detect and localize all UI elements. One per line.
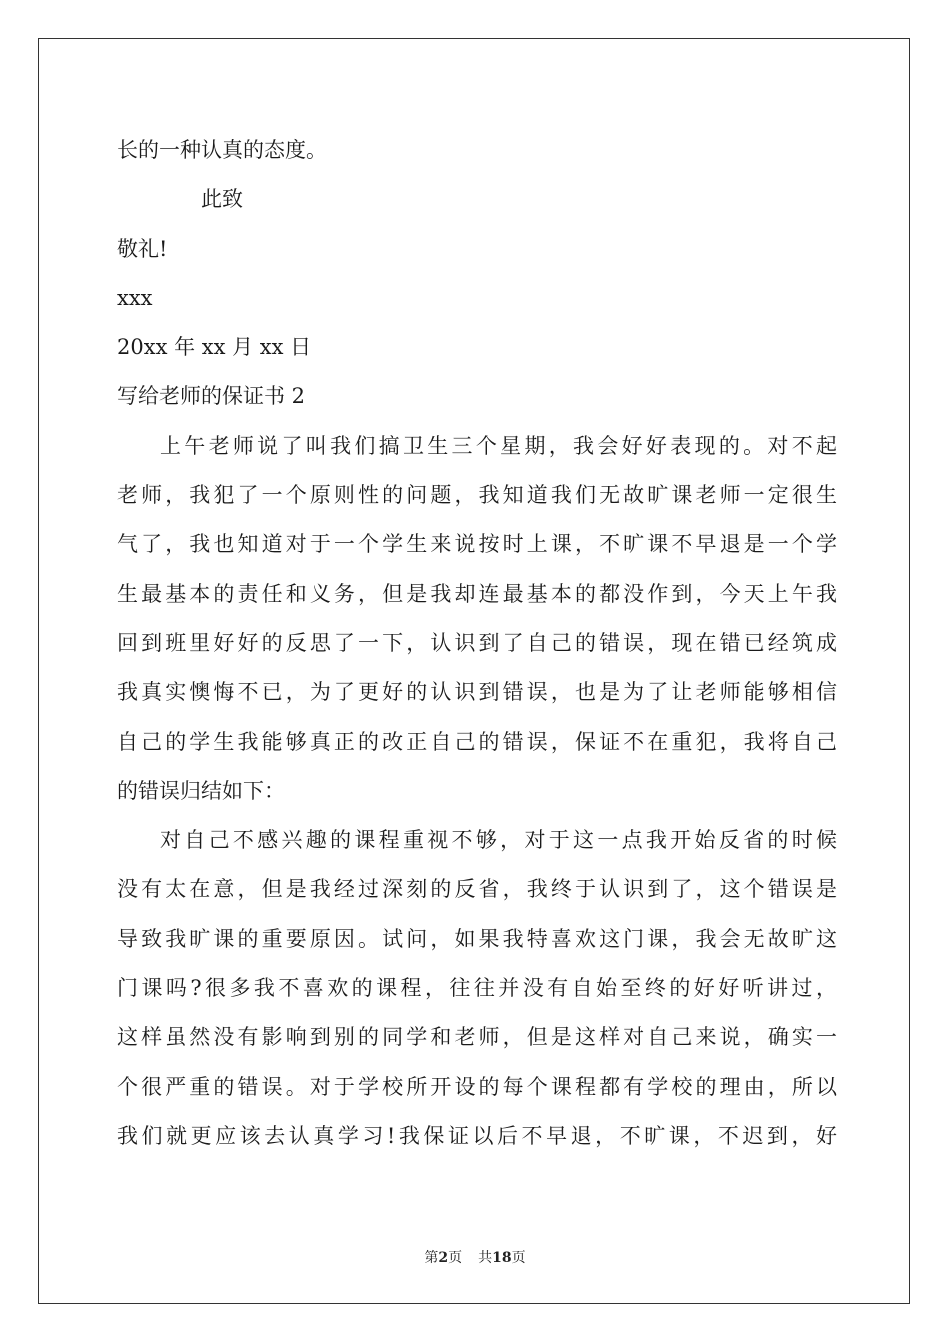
page-prefix: 第 bbox=[424, 1250, 439, 1266]
text-line: 我真实懊悔不已，为了更好的认识到错误，也是为了让老师能够相信 bbox=[117, 680, 837, 705]
text-line: 气了，我也知道对于一个学生来说按时上课，不旷课不早退是一个学 bbox=[117, 532, 837, 557]
page-footer bbox=[0, 1247, 950, 1267]
text-line: 对自己不感兴趣的课程重视不够，对于这一点我开始反省的时候 bbox=[160, 828, 837, 853]
text-line: 我们就更应该去认真学习!我保证以后不早退，不旷课，不迟到，好 bbox=[117, 1123, 837, 1148]
text-line: 导致我旷课的重要原因。试问，如果我特喜欢这门课，我会无故旷这 bbox=[117, 926, 837, 951]
text-line: 20xx 年 xx 月 xx 日 bbox=[117, 335, 312, 360]
text-line: 没有太在意，但是我经过深刻的反省，我终于认识到了，这个错误是 bbox=[117, 877, 837, 902]
text-line: xxx bbox=[117, 285, 153, 310]
text-line: 回到班里好好的反思了一下，认识到了自己的错误，现在错已经筑成 bbox=[117, 630, 837, 655]
text-line: 生最基本的责任和义务，但是我却连最基本的都没作到，今天上午我 bbox=[117, 581, 837, 606]
text-line: 此致 bbox=[201, 187, 243, 212]
text-line: 敬礼! bbox=[117, 236, 168, 261]
text-line: 老师，我犯了一个原则性的问题，我知道我们无故旷课老师一定很生 bbox=[117, 483, 837, 508]
total-prefix: 共 bbox=[478, 1250, 493, 1266]
text-line: 门课吗?很多我不喜欢的课程，往往并没有自始至终的好好听讲过， bbox=[117, 976, 837, 1001]
text-line: 长的一种认真的态度。 bbox=[117, 138, 327, 162]
text-line: 写给老师的保证书 2 bbox=[117, 384, 306, 409]
text-line: 上午老师说了叫我们搞卫生三个星期，我会好好表现的。对不起 bbox=[160, 433, 837, 458]
text-line: 个很严重的错误。对于学校所开设的每个课程都有学校的理由，所以 bbox=[117, 1074, 837, 1099]
page-suffix: 页 bbox=[448, 1250, 463, 1266]
text-line: 这样虽然没有影响到别的同学和老师，但是这样对自己来说，确实一 bbox=[117, 1025, 837, 1050]
total-pages: 18 bbox=[492, 1250, 512, 1266]
text-line: 的错误归结如下： bbox=[117, 778, 285, 803]
text-line: 自己的学生我能够真正的改正自己的错误，保证不在重犯，我将自己 bbox=[117, 729, 837, 754]
page-number: 2 bbox=[438, 1250, 449, 1266]
document-body bbox=[117, 126, 837, 1161]
total-suffix: 页 bbox=[511, 1250, 526, 1266]
